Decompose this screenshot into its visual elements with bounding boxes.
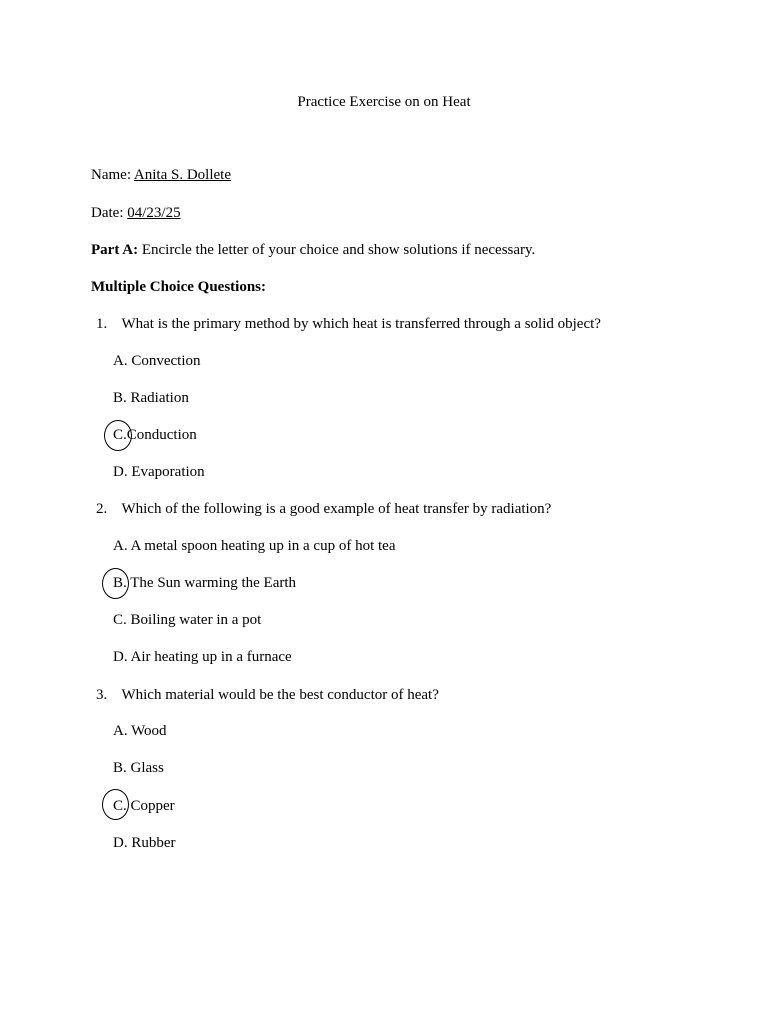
option-text: Conduction (126, 427, 197, 443)
option-letter: A. (113, 353, 128, 369)
option-3a (113, 722, 167, 740)
date-label: Date: (91, 205, 124, 221)
part-instruction-line (91, 241, 535, 259)
option-letter: D. (113, 835, 128, 851)
part-label: Part A: (91, 242, 139, 258)
option-1a (113, 352, 201, 370)
option-3d (113, 834, 176, 852)
option-text: Air heating up in a furnace (130, 649, 292, 665)
option-3c (113, 797, 175, 815)
question-text: Which of the following is a good example of heat transfer by radiation? (121, 501, 552, 517)
question-2 (96, 500, 551, 518)
date-value: 04/23/25 (127, 205, 181, 221)
question-number: 2. (96, 501, 108, 517)
option-1c (113, 426, 197, 444)
option-letter: C. (113, 798, 127, 814)
question-number: 3. (96, 687, 108, 703)
option-letter: B. (113, 760, 127, 776)
name-line (91, 166, 231, 184)
name-value: Anita S. Dollete (133, 167, 231, 183)
option-letter: A. (113, 538, 128, 554)
question-number: 1. (96, 316, 108, 332)
name-label: Name: (91, 167, 131, 183)
option-3b (113, 759, 164, 777)
option-letter: C. (113, 427, 127, 443)
option-2a (113, 537, 395, 555)
option-letter: D. (113, 464, 128, 480)
option-text: Glass (130, 760, 164, 776)
page-title: Practice Exercise on on Heat (297, 94, 471, 110)
date-line (91, 204, 181, 222)
option-text: Copper (130, 798, 175, 814)
question-text: What is the primary method by which heat is transferred through a solid object? (121, 316, 601, 332)
option-text: The Sun warming the Earth (130, 575, 297, 591)
option-letter: C. (113, 612, 127, 628)
question-3 (96, 686, 439, 704)
option-letter: D. (113, 649, 128, 665)
option-2d (113, 648, 292, 666)
option-text: Boiling water in a pot (130, 612, 262, 628)
option-text: A metal spoon heating up in a cup of hot tea (130, 538, 396, 554)
option-text: Evaporation (131, 464, 205, 480)
option-2b (113, 574, 296, 592)
question-1 (96, 315, 601, 333)
option-2c (113, 611, 261, 629)
question-text: Which material would be the best conductor of heat? (121, 687, 439, 703)
option-text: Convection (131, 353, 201, 369)
option-text: Rubber (131, 835, 176, 851)
option-letter: B. (113, 575, 127, 591)
option-text: Wood (131, 723, 167, 739)
option-letter: A. (113, 723, 128, 739)
part-instruction: Encircle the letter of your choice and show solutions if necessary. (141, 242, 536, 258)
option-1d (113, 463, 205, 481)
option-letter: B. (113, 390, 127, 406)
option-text: Radiation (130, 390, 189, 406)
section-heading: Multiple Choice Questions: (91, 279, 266, 295)
option-1b (113, 389, 189, 407)
